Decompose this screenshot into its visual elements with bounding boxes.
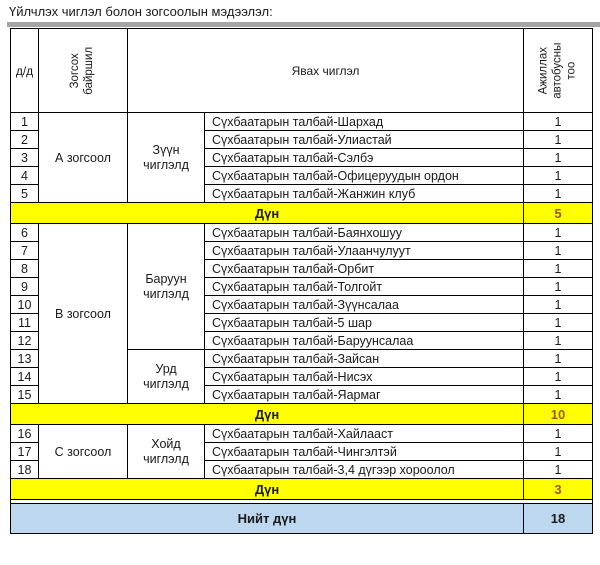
route-row xyxy=(11,224,593,242)
row-number-cell: 9 xyxy=(11,278,39,296)
row-number-cell: 4 xyxy=(11,167,39,185)
bus-count-cell: 1 xyxy=(524,443,593,461)
total-row xyxy=(11,504,593,534)
header-num-cell: д/д xyxy=(11,29,39,113)
total-value-cell: 18 xyxy=(524,504,593,534)
header-bus-count-cell xyxy=(524,29,593,113)
route-cell: Сүхбаатарын талбай-Улаанчулуут xyxy=(205,242,524,260)
bus-count-cell: 1 xyxy=(524,278,593,296)
route-cell: Сүхбаатарын талбай-5 шар xyxy=(205,314,524,332)
bus-count-cell: 1 xyxy=(524,131,593,149)
row-number-cell: 13 xyxy=(11,350,39,368)
page-title: Үйлчлэх чиглэл болон зогсоолын мэдээлэл: xyxy=(9,4,273,19)
row-number-cell: 17 xyxy=(11,443,39,461)
header-row xyxy=(11,29,593,113)
bus-count-cell: 1 xyxy=(524,386,593,404)
direction-cell-text: Зүүн чиглэлд xyxy=(143,143,189,172)
bus-count-cell: 1 xyxy=(524,425,593,443)
vertical-text-wrapper xyxy=(39,30,127,112)
sum-value-cell: 10 xyxy=(524,404,593,425)
route-row xyxy=(11,113,593,131)
bus-count-cell: 1 xyxy=(524,350,593,368)
table-header xyxy=(11,29,593,113)
row-number-cell: 6 xyxy=(11,224,39,242)
route-cell: Сүхбаатарын талбай-Улиастай xyxy=(205,131,524,149)
sum-value-cell: 3 xyxy=(524,479,593,500)
route-cell: Сүхбаатарын талбай-Нисэх xyxy=(205,368,524,386)
bus-count-cell: 1 xyxy=(524,368,593,386)
row-number-cell: 5 xyxy=(11,185,39,203)
sum-row xyxy=(11,203,593,224)
bus-count-cell: 1 xyxy=(524,224,593,242)
sum-row xyxy=(11,404,593,425)
bus-count-cell: 1 xyxy=(524,332,593,350)
bus-count-cell: 1 xyxy=(524,260,593,278)
header-stop-location-label: Зогсох байршил xyxy=(69,46,95,95)
row-number-cell: 15 xyxy=(11,386,39,404)
sum-row xyxy=(11,479,593,500)
route-cell: Сүхбаатарын талбай-Баянхошуу xyxy=(205,224,524,242)
stop-location-cell: С зогсоол xyxy=(39,425,128,479)
route-cell: Сүхбаатарын талбай-Толгойт xyxy=(205,278,524,296)
route-cell: Сүхбаатарын талбай-Орбит xyxy=(205,260,524,278)
header-bus-count-label: Ажиллах автобусны тоо xyxy=(537,42,577,99)
direction-cell xyxy=(128,425,205,479)
bus-count-cell: 1 xyxy=(524,296,593,314)
routes-table-body xyxy=(11,113,593,500)
row-number-cell: 14 xyxy=(11,368,39,386)
stop-location-cell: А зогсоол xyxy=(39,113,128,203)
route-cell: Сүхбаатарын талбай-Зүүнсалаа xyxy=(205,296,524,314)
route-cell: Сүхбаатарын талбай-Хайлааст xyxy=(205,425,524,443)
bus-count-cell: 1 xyxy=(524,113,593,131)
row-number-cell: 1 xyxy=(11,113,39,131)
row-number-cell: 10 xyxy=(11,296,39,314)
route-row xyxy=(11,425,593,443)
route-cell: Сүхбаатарын талбай-Зайсан xyxy=(205,350,524,368)
route-cell: Сүхбаатарын талбай-Офицеруудын ордон xyxy=(205,167,524,185)
route-cell: Сүхбаатарын талбай-Чингэлтэй xyxy=(205,443,524,461)
bus-count-cell: 1 xyxy=(524,185,593,203)
direction-cell xyxy=(128,113,205,203)
table-footer xyxy=(11,500,593,534)
row-number-cell: 2 xyxy=(11,131,39,149)
header-travel-direction-cell: Явах чиглэл xyxy=(128,29,524,113)
horizontal-divider xyxy=(7,22,600,27)
total-label-cell: Нийт дүн xyxy=(11,504,524,534)
row-number-cell: 11 xyxy=(11,314,39,332)
bus-count-cell: 1 xyxy=(524,242,593,260)
routes-table xyxy=(10,28,593,534)
bus-count-cell: 1 xyxy=(524,314,593,332)
row-number-cell: 3 xyxy=(11,149,39,167)
direction-cell-text: Урд чиглэлд xyxy=(143,362,189,391)
row-number-cell: 18 xyxy=(11,461,39,479)
route-cell: Сүхбаатарын талбай-Шархад xyxy=(205,113,524,131)
direction-cell xyxy=(128,224,205,350)
direction-cell-text: Баруун чиглэлд xyxy=(143,272,189,301)
vertical-text-wrapper xyxy=(524,30,592,112)
bus-count-cell: 1 xyxy=(524,167,593,185)
sum-label-cell: Дүн xyxy=(11,479,524,500)
route-cell: Сүхбаатарын талбай-Сэлбэ xyxy=(205,149,524,167)
bus-count-cell: 1 xyxy=(524,149,593,167)
row-number-cell: 8 xyxy=(11,260,39,278)
sum-value-cell: 5 xyxy=(524,203,593,224)
header-stop-location-cell xyxy=(39,29,128,113)
bus-count-cell: 1 xyxy=(524,461,593,479)
stop-location-cell: В зогсоол xyxy=(39,224,128,404)
row-number-cell: 12 xyxy=(11,332,39,350)
row-number-cell: 16 xyxy=(11,425,39,443)
route-cell: Сүхбаатарын талбай-Баруунсалаа xyxy=(205,332,524,350)
sum-label-cell: Дүн xyxy=(11,404,524,425)
route-cell: Сүхбаатарын талбай-Жанжин клуб xyxy=(205,185,524,203)
route-cell: Сүхбаатарын талбай-Яармаг xyxy=(205,386,524,404)
row-number-cell: 7 xyxy=(11,242,39,260)
direction-cell xyxy=(128,350,205,404)
route-cell: Сүхбаатарын талбай-3,4 дүгээр хороолол xyxy=(205,461,524,479)
sum-label-cell: Дүн xyxy=(11,203,524,224)
direction-cell-text: Хойд чиглэлд xyxy=(143,437,189,466)
